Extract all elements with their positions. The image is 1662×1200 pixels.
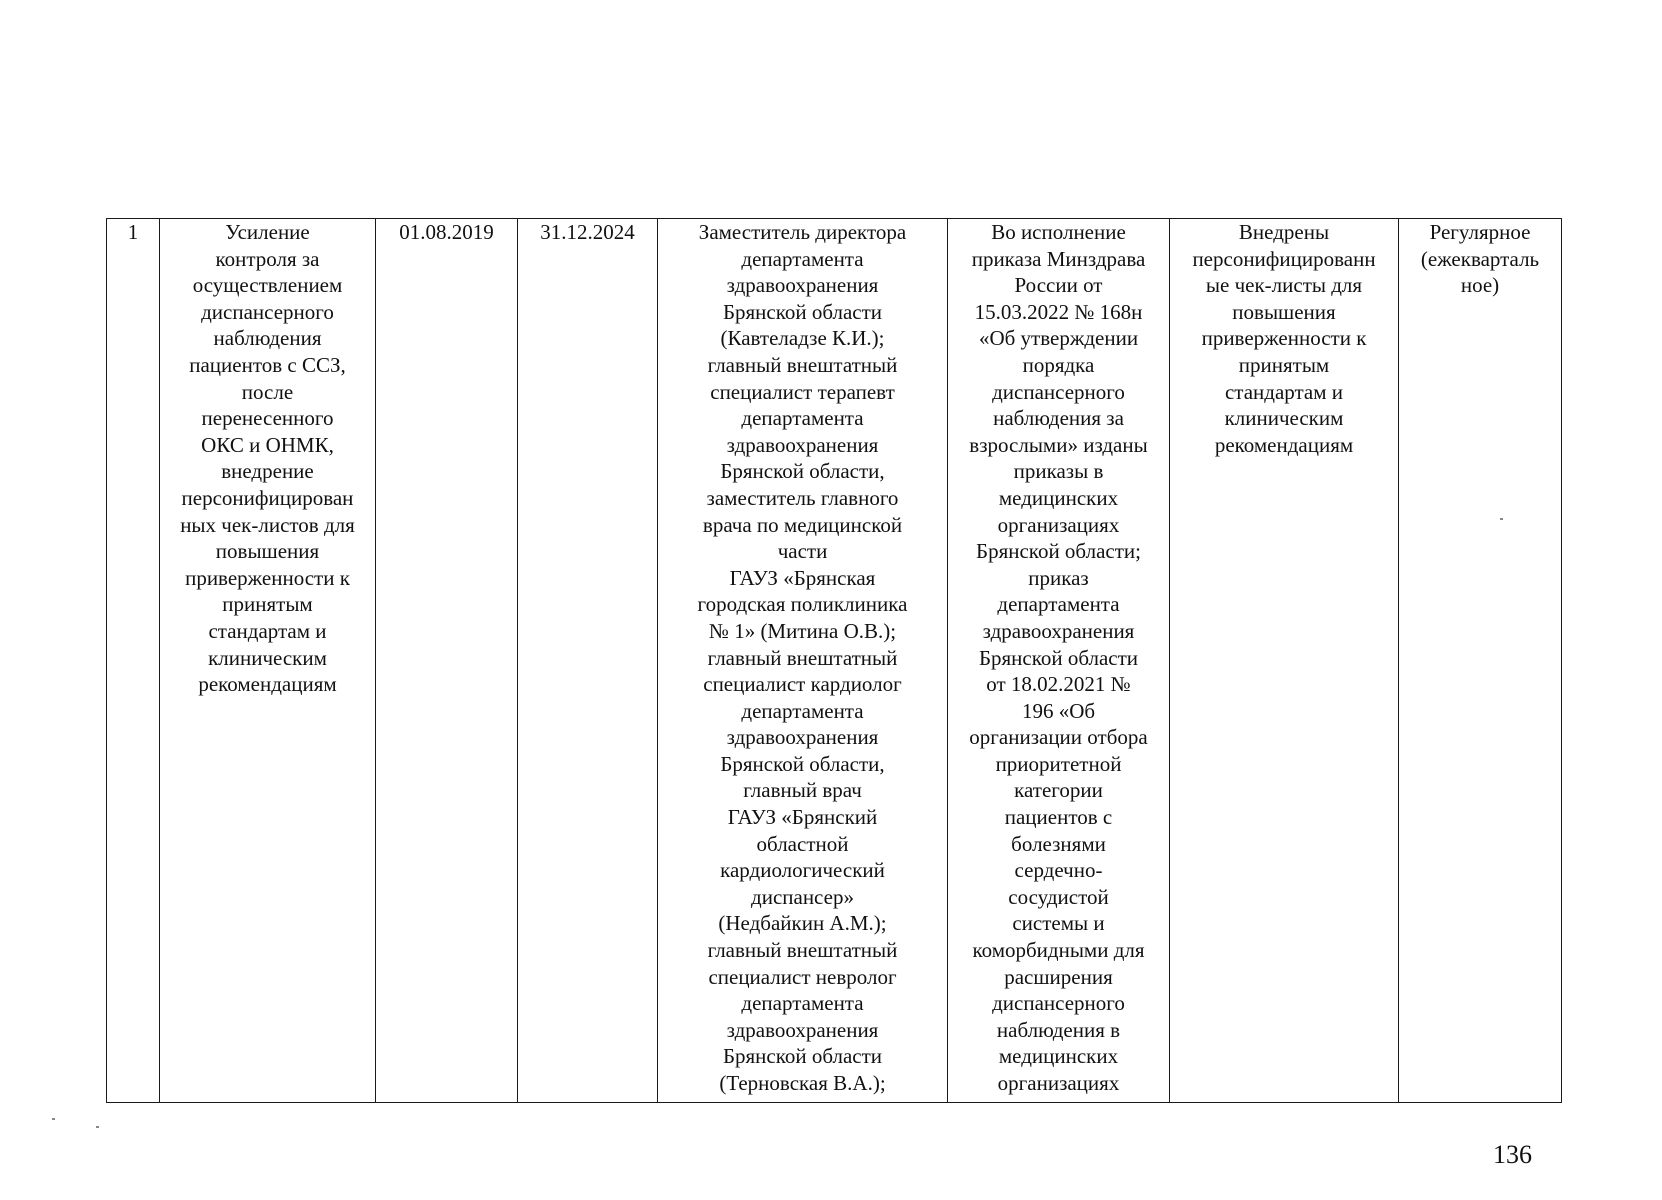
text-line: диспансерного xyxy=(992,379,1125,404)
text-line: приоритетной xyxy=(995,751,1122,776)
text-line: взрослыми» изданы xyxy=(969,432,1148,457)
text-line: главный внештатный xyxy=(707,645,898,670)
text-line: приказ xyxy=(1028,565,1089,590)
text-line: ОКС и ОНМК, xyxy=(201,432,334,457)
measure-text xyxy=(162,219,373,698)
text-line: стандартам и xyxy=(1224,379,1344,404)
result-text xyxy=(1172,219,1396,458)
text-line: (Кавтеладзе К.И.); xyxy=(720,326,885,351)
text-line: повышения xyxy=(1232,299,1336,324)
text-line: медицинских xyxy=(998,1044,1119,1069)
text-line: ГАУЗ «Брянская xyxy=(729,565,876,590)
responsible-cell xyxy=(658,219,948,1103)
text-line: пациентов с ССЗ, xyxy=(189,352,346,377)
text-line: наблюдения xyxy=(213,326,322,351)
row-number: 1 xyxy=(127,220,139,244)
scan-speck xyxy=(1500,518,1503,520)
text-line: организации отбора xyxy=(969,725,1148,750)
text-line: наблюдения за xyxy=(993,406,1124,431)
scan-speck xyxy=(96,1126,99,1128)
text-line: ые чек-листы для xyxy=(1205,273,1363,298)
text-line: 196 «Об xyxy=(1021,698,1096,723)
text-line: части xyxy=(777,539,828,564)
status-text xyxy=(950,219,1167,1097)
text-line: Брянской области xyxy=(722,299,883,324)
text-line: рекомендациям xyxy=(198,672,337,697)
text-line: коморбидными для xyxy=(972,938,1145,963)
text-line: приверженности к xyxy=(185,565,350,590)
text-line: стандартам и xyxy=(208,618,327,643)
text-line: 15.03.2022 № 168н xyxy=(974,299,1143,324)
text-line: персонифицированн xyxy=(1192,246,1376,271)
text-line: Заместитель директора xyxy=(698,220,907,244)
text-line: рекомендациям xyxy=(1214,432,1354,457)
text-line: департамента xyxy=(741,246,864,271)
text-line: заместитель главного xyxy=(706,485,899,510)
text-line: принятым xyxy=(1238,352,1330,377)
text-line: Внедрены xyxy=(1238,220,1330,244)
text-line: Брянской области; xyxy=(976,539,1141,564)
text-line: Во исполнение xyxy=(991,220,1126,244)
text-line: департамента xyxy=(741,698,864,723)
text-line: медицинских xyxy=(998,485,1119,510)
text-line: кардиологический xyxy=(720,858,885,883)
text-line: Брянской области, xyxy=(720,751,885,776)
text-line: контроля за xyxy=(215,246,320,271)
text-line: диспансер» xyxy=(751,884,854,909)
text-line: специалист кардиолог xyxy=(703,672,902,697)
text-line: приверженности к xyxy=(1201,326,1367,351)
text-line: главный внештатный xyxy=(707,938,898,963)
page-number: 136 xyxy=(1493,1140,1532,1169)
text-line: болезнями xyxy=(1011,831,1106,856)
text-line: сердечно- xyxy=(1014,858,1103,883)
text-line: здравоохранения xyxy=(726,725,879,750)
text-line: департамента xyxy=(997,592,1120,617)
status-cell xyxy=(948,219,1170,1103)
text-line: России от xyxy=(1014,273,1103,298)
text-line: «Об утверждении xyxy=(978,326,1139,351)
result-cell xyxy=(1170,219,1399,1103)
periodicity-cell xyxy=(1399,219,1562,1103)
table-row xyxy=(107,219,1562,1103)
text-line: (Недбайкин А.М.); xyxy=(718,911,887,936)
row-number-cell xyxy=(107,219,160,1103)
text-line: Брянской области xyxy=(722,1044,883,1069)
text-line: наблюдения в xyxy=(996,1017,1121,1042)
text-line: Усиление xyxy=(225,220,310,244)
text-line: повышения xyxy=(215,539,320,564)
text-line: приказы в xyxy=(1013,459,1104,484)
end-date: 31.12.2024 xyxy=(540,220,635,244)
text-line: ных чек-листов для xyxy=(180,512,355,537)
plan-table xyxy=(106,218,1562,1103)
text-line: персонифицирован xyxy=(181,485,354,510)
text-line: организациях xyxy=(997,1071,1120,1095)
text-line: врача по медицинской xyxy=(702,512,903,537)
text-line: специалист терапевт xyxy=(710,379,895,404)
end-date-cell xyxy=(518,219,658,1103)
text-line: ное) xyxy=(1460,273,1500,298)
text-line: (Терновская В.А.); xyxy=(719,1071,886,1095)
text-line: здравоохранения xyxy=(982,618,1135,643)
text-line: системы и xyxy=(1012,911,1105,936)
text-line: приказа Минздрава xyxy=(971,246,1146,271)
text-line: диспансерного xyxy=(992,991,1125,1016)
text-line: областной xyxy=(756,831,849,856)
text-line: осуществлением xyxy=(192,273,343,298)
text-line: принятым xyxy=(222,592,313,617)
text-line: здравоохранения xyxy=(726,432,879,457)
text-line: главный внештатный xyxy=(707,352,898,377)
text-line: главный врач xyxy=(743,778,862,803)
responsible-text xyxy=(660,219,945,1097)
periodicity-text xyxy=(1401,219,1559,299)
text-line: клиническим xyxy=(1224,406,1344,431)
measure-cell xyxy=(160,219,376,1103)
text-line: пациентов с xyxy=(1004,805,1113,830)
start-date: 01.08.2019 xyxy=(399,220,494,244)
text-line: расширения xyxy=(1004,964,1113,989)
text-line: порядка xyxy=(1022,352,1095,377)
text-line: организациях xyxy=(997,512,1120,537)
text-line: № 1» (Митина О.В.); xyxy=(708,618,897,643)
text-line: ГАУЗ «Брянский xyxy=(727,805,878,830)
text-line: (ежекварталь xyxy=(1420,246,1540,271)
text-line: категории xyxy=(1014,778,1103,803)
start-date-cell xyxy=(376,219,518,1103)
text-line: департамента xyxy=(741,991,864,1016)
text-line: городская поликлиника xyxy=(697,592,908,617)
text-line: после xyxy=(241,379,294,404)
text-line: Брянской области, xyxy=(720,459,885,484)
text-line: диспансерного xyxy=(201,299,334,324)
text-line: департамента xyxy=(741,406,864,431)
text-line: от 18.02.2021 № xyxy=(986,672,1131,697)
scan-speck xyxy=(52,1118,55,1120)
text-line: внедрение xyxy=(221,459,314,484)
text-line: Брянской области xyxy=(978,645,1139,670)
text-line: перенесенного xyxy=(201,406,334,431)
text-line: здравоохранения xyxy=(726,273,879,298)
text-line: здравоохранения xyxy=(726,1017,879,1042)
text-line: сосудистой xyxy=(1008,884,1109,909)
text-line: Регулярное xyxy=(1429,220,1531,244)
text-line: специалист невролог xyxy=(708,964,897,989)
text-line: клиническим xyxy=(208,645,327,670)
